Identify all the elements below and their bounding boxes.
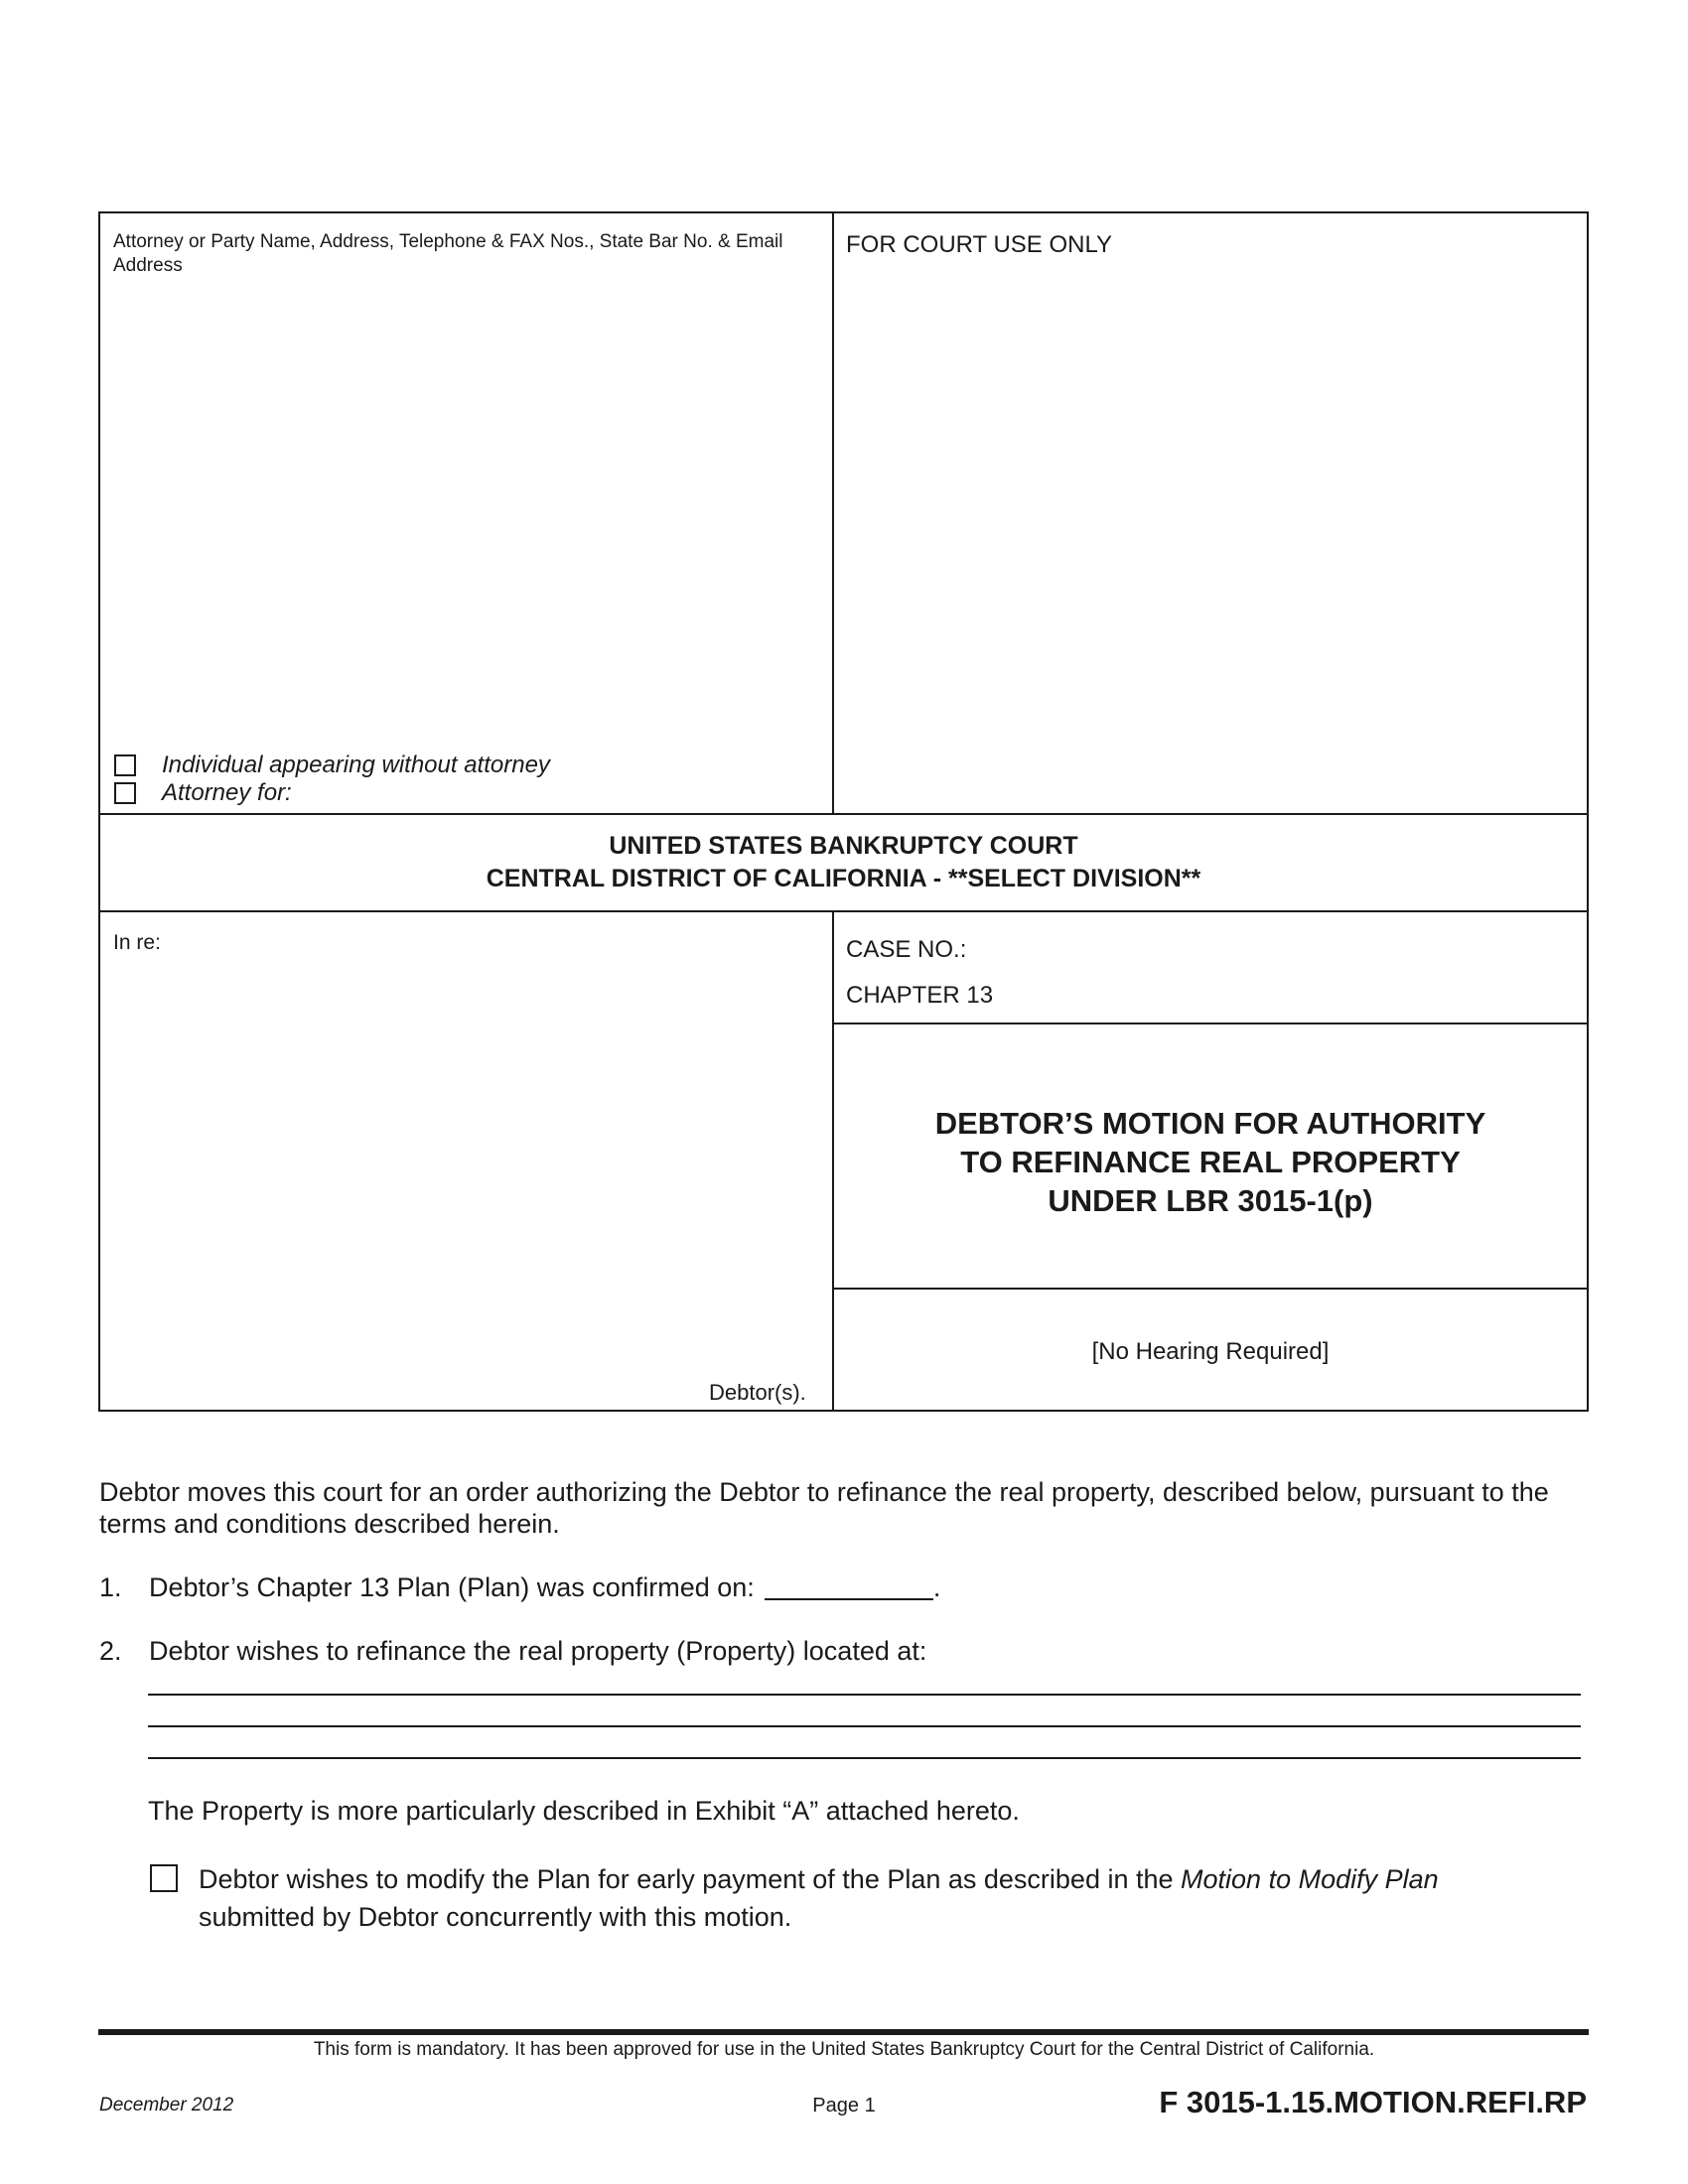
page-number: Page 1: [812, 2095, 876, 2116]
divider-case-info: [832, 1023, 1587, 1024]
item-1-number: 1.: [99, 1572, 122, 1602]
select-division[interactable]: **SELECT DIVISION**: [948, 865, 1201, 892]
in-re-label: In re:: [113, 931, 161, 954]
attorney-for-checkbox-row[interactable]: [114, 779, 292, 807]
property-address-line-2[interactable]: [148, 1725, 1581, 1727]
modify-plan-text: [199, 1860, 1589, 1936]
item-2: [99, 1636, 926, 1667]
no-hearing-label: [No Hearing Required]: [1091, 1338, 1330, 1365]
divider-court-bottom: [100, 910, 1587, 912]
footer-note: This form is mandatory. It has been approved for use in the United States Bankruptcy Court for the Central District of California.: [313, 2039, 1375, 2060]
modify-plan-text-part1: Debtor wishes to modify the Plan for early payment of the Plan as described in the: [199, 1864, 1182, 1894]
motion-title-line-3: UNDER LBR 3015-1(p): [1048, 1183, 1373, 1218]
motion-title-line-2: TO REFINANCE REAL PROPERTY: [960, 1145, 1461, 1179]
item-1-text: Debtor’s Chapter 13 Plan (Plan) was confirmed on:: [149, 1572, 755, 1602]
chapter-label: CHAPTER 13: [846, 982, 994, 1009]
debtors-label: Debtor(s).: [709, 1380, 806, 1405]
divider-motion-title: [832, 1288, 1587, 1290]
item-2-number: 2.: [99, 1636, 122, 1666]
attorney-for-checkbox[interactable]: [114, 782, 136, 804]
motion-title: [834, 1104, 1587, 1220]
modify-plan-text-part2: submitted by Debtor concurrently with this motion.: [199, 1902, 792, 1932]
attorney-for-label: Attorney for:: [162, 779, 292, 806]
individual-label: Individual appearing without attorney: [162, 751, 550, 778]
divider-top-vertical: [832, 213, 834, 815]
item-2-text: Debtor wishes to refinance the real property (Property) located at:: [149, 1636, 927, 1666]
motion-to-modify-plan: Motion to Modify Plan: [1181, 1864, 1439, 1894]
court-use-label: FOR COURT USE ONLY: [846, 231, 1113, 258]
item-1-period: .: [932, 1572, 941, 1602]
footer-rule: [98, 2029, 1589, 2035]
footer-date: December 2012: [99, 2095, 234, 2116]
form-code: F 3015-1.15.MOTION.REFI.RP: [1159, 2085, 1587, 2119]
exhibit-text: The Property is more particularly described in Exhibit “A” attached hereto.: [148, 1796, 1020, 1826]
confirmation-date-field[interactable]: [765, 1572, 933, 1600]
individual-checkbox[interactable]: [114, 754, 136, 776]
intro-paragraph: Debtor moves this court for an order authorizing the Debtor to refinance the real property, described below, pursuant to the terms and conditions described herein.: [99, 1477, 1549, 1539]
divider-court-top: [100, 813, 1587, 815]
court-name: UNITED STATES BANKRUPTCY COURT: [609, 832, 1078, 860]
attorney-label: Attorney or Party Name, Address, Telephone & FAX Nos., State Bar No. & Email Address: [113, 231, 783, 276]
property-address-line-1[interactable]: [148, 1694, 1581, 1696]
individual-checkbox-row[interactable]: [114, 751, 550, 779]
caption-table: [98, 211, 1589, 1412]
court-district-label: CENTRAL DISTRICT OF CALIFORNIA -: [486, 865, 948, 892]
property-address-line-3[interactable]: [148, 1757, 1581, 1759]
court-district: [100, 865, 1587, 893]
motion-title-line-1: DEBTOR’S MOTION FOR AUTHORITY: [934, 1106, 1486, 1141]
item-1: [99, 1572, 940, 1603]
case-number-label: CASE NO.:: [846, 936, 967, 963]
modify-plan-checkbox[interactable]: [150, 1864, 178, 1892]
